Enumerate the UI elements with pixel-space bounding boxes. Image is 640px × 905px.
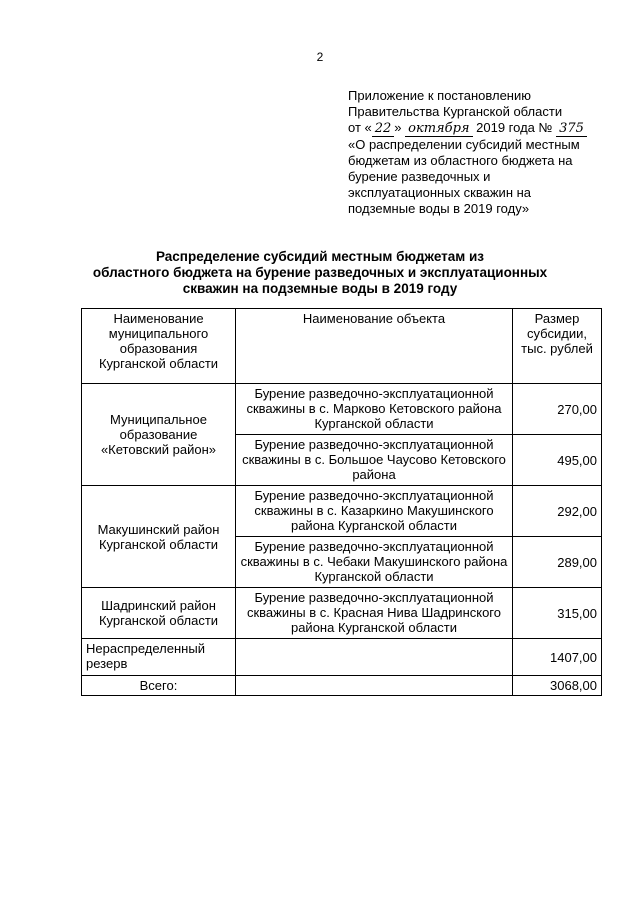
table-row: [82, 384, 602, 435]
reserve-row: [82, 639, 602, 676]
title-line-3: скважин на подземные воды в 2019 году: [182, 281, 458, 296]
object-cell: Бурение разведочно-эксплуатационной скважины в с. Красная Нива Шадринского района Курганской области: [236, 588, 513, 639]
object-cell: Бурение разведочно-эксплуатационной скважины в с. Большое Чаусово Кетовского района: [236, 435, 513, 486]
header-municipality: Наименование муниципального образования Курганской области: [82, 309, 236, 384]
appendix-line-1: Приложение к постановлению: [348, 88, 531, 103]
table-header-row: [82, 309, 602, 384]
amount-cell: 315,00: [513, 588, 602, 639]
title-line-1: Распределение субсидий местным бюджетам из: [155, 249, 485, 264]
handwritten-doc-number: 375: [556, 122, 587, 137]
amount-cell: 495,00: [513, 435, 602, 486]
municipality-cell: Муниципальное образование «Кетовский район»: [82, 384, 236, 486]
total-object: [236, 676, 513, 696]
municipality-cell: Макушинский район Курганской области: [82, 486, 236, 588]
date-mid: »: [394, 120, 406, 135]
header-amount: Размер субсидии, тыс. рублей: [513, 309, 602, 384]
municipality-cell: Шадринский район Курганской области: [82, 588, 236, 639]
total-amount: 3068,00: [513, 676, 602, 696]
appendix-line-8: подземные воды в 2019 году»: [348, 201, 530, 216]
total-label: Всего:: [82, 676, 236, 696]
header-object: Наименование объекта: [236, 309, 513, 384]
object-cell: Бурение разведочно-эксплуатационной скважины в с. Казаркино Макушинского района Курганской области: [236, 486, 513, 537]
appendix-line-4: «О распределении субсидий местным: [348, 137, 580, 152]
reserve-amount: 1407,00: [513, 639, 602, 676]
reserve-object: [236, 639, 513, 676]
amount-cell: 270,00: [513, 384, 602, 435]
subsidy-table: [81, 308, 602, 696]
appendix-line-2: Правительства Курганской области: [348, 104, 563, 119]
appendix-header: [348, 88, 628, 217]
appendix-line-5: бюджетам из областного бюджета на: [348, 153, 573, 168]
handwritten-day: 22: [372, 122, 395, 137]
document-title: [70, 249, 570, 297]
object-cell: Бурение разведочно-эксплуатационной скважины в с. Чебаки Макушинского района Курганской области: [236, 537, 513, 588]
appendix-line-7: эксплуатационных скважин на: [348, 185, 532, 200]
reserve-label: Нераспределенный резерв: [82, 639, 236, 676]
handwritten-month: октября: [405, 122, 472, 137]
amount-cell: 289,00: [513, 537, 602, 588]
table-row: [82, 486, 602, 537]
total-row: [82, 676, 602, 696]
amount-cell: 292,00: [513, 486, 602, 537]
object-cell: Бурение разведочно-эксплуатационной скважины в с. Марково Кетовского района Курганской области: [236, 384, 513, 435]
title-line-2: областного бюджета на бурение разведочных и эксплуатационных: [92, 265, 548, 280]
appendix-line-6: бурение разведочных и: [348, 169, 491, 184]
date-year-text: 2019 года №: [472, 120, 557, 135]
appendix-date-line: [348, 120, 628, 137]
table-row: [82, 588, 602, 639]
date-prefix: от «: [348, 120, 372, 135]
page-number: 2: [316, 50, 324, 64]
